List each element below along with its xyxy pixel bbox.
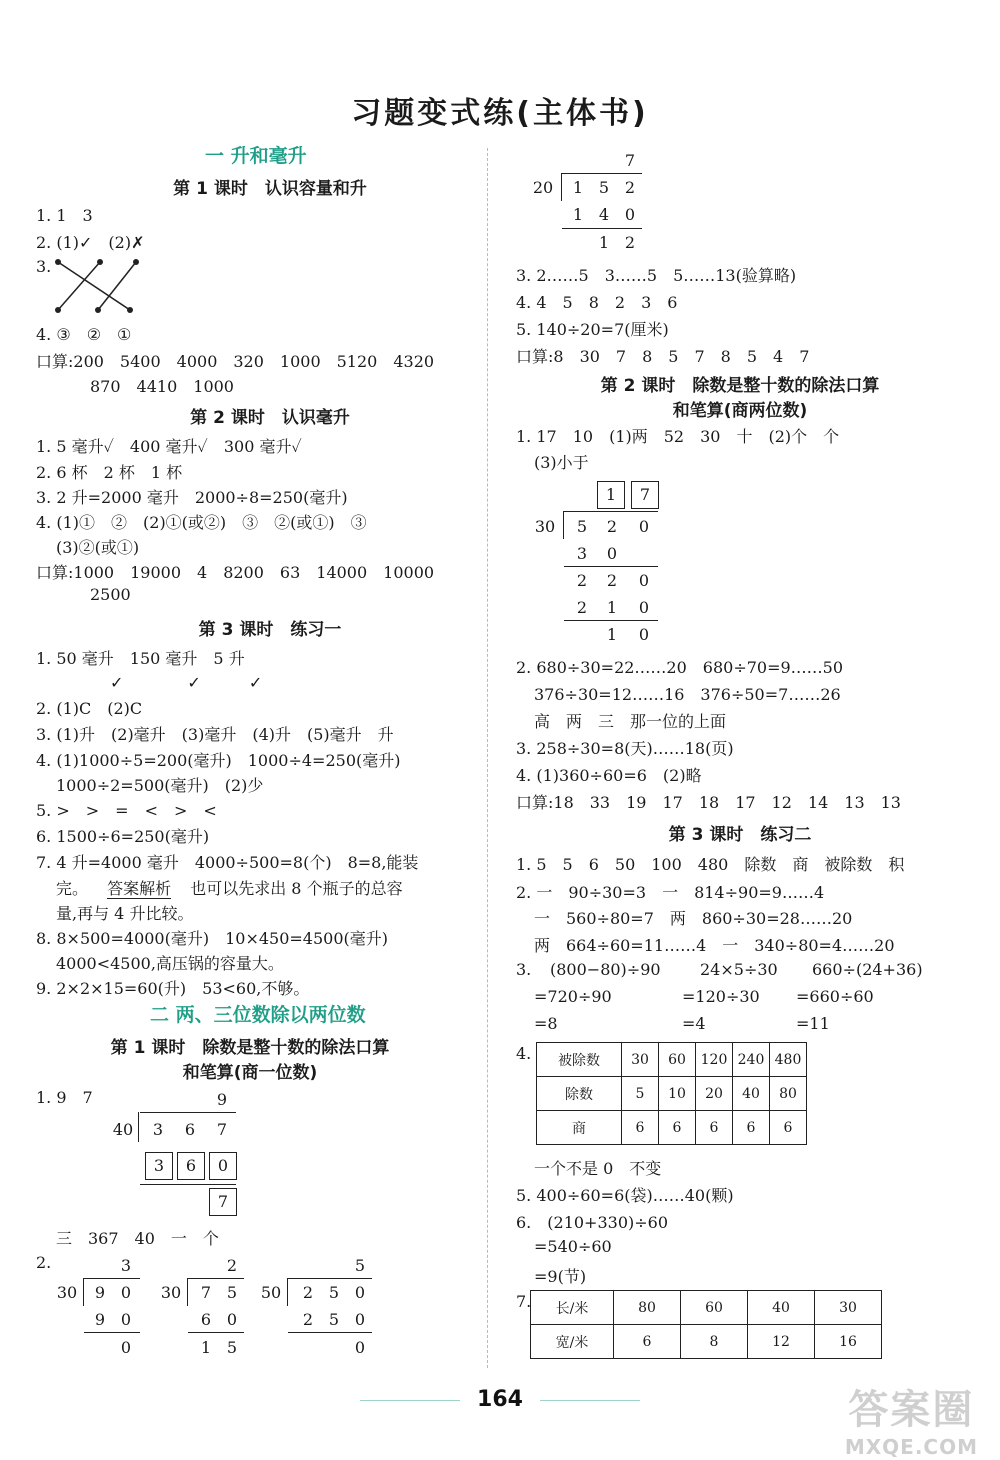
remainder-digit: 5	[226, 1338, 238, 1357]
dividend-digit: 5	[226, 1283, 238, 1302]
product-digit: 0	[638, 598, 650, 617]
watermark-url: MXQE.COM	[844, 1435, 978, 1459]
table-cell: 12	[748, 1325, 815, 1359]
answer-table-7	[530, 1290, 882, 1359]
product-digit: 3	[576, 544, 588, 563]
mental-math-line: 口算:200 5400 4000 320 1000 5120 4320	[36, 352, 435, 371]
answer-line: 1. 1 3	[36, 206, 93, 225]
divisor: 30	[160, 1283, 182, 1302]
product-digit: 0	[120, 1310, 132, 1329]
table-cell: 16	[815, 1325, 882, 1359]
table-cell: 20	[696, 1077, 733, 1111]
table-cell: 10	[659, 1077, 696, 1111]
subtraction-line	[84, 1332, 140, 1333]
dividend-digit: 6	[184, 1120, 196, 1139]
table-cell: 6	[770, 1111, 807, 1145]
dividend-digit: 0	[638, 517, 650, 536]
table-cell: 被除数	[537, 1043, 622, 1077]
answer-line: 2. 6 杯 2 杯 1 杯	[36, 463, 183, 482]
page-number: 164	[477, 1387, 523, 1412]
table-row	[531, 1291, 882, 1325]
equation-step: =8	[534, 1014, 558, 1033]
product-digit: 5	[328, 1310, 340, 1329]
remainder-digit: 2	[624, 233, 636, 252]
answer-line	[56, 876, 403, 899]
quotient-digit: 5	[354, 1256, 366, 1275]
table-cell: 宽/米	[531, 1325, 614, 1359]
remainder-digit: 0	[120, 1338, 132, 1357]
division-bar	[564, 511, 658, 512]
answer-line: 1. 17 10 (1)两 52 30 十 (2)个 个	[516, 427, 840, 446]
answer-line: 1. 5 5 6 50 100 480 除数 商 被除数 积	[516, 855, 905, 874]
answer-line: 7. 4 升=4000 毫升 4000÷500=8(个) 8=8,能装	[36, 853, 419, 872]
product-digit: 2	[576, 598, 588, 617]
product-digit: 9	[94, 1310, 106, 1329]
dividend-digit: 9	[94, 1283, 106, 1302]
subtraction-line	[288, 1332, 372, 1333]
subtraction-line	[188, 1332, 244, 1333]
match-dot	[127, 307, 133, 313]
division-bracket	[561, 173, 562, 201]
table-row	[537, 1111, 807, 1145]
subtraction-line	[564, 620, 658, 621]
answer-line: 一个不是 0 不变	[534, 1159, 662, 1178]
remainder-digit: 0	[354, 1338, 366, 1357]
answer-line: 6. (210+330)÷60	[516, 1213, 669, 1232]
table-cell: 长/米	[531, 1291, 614, 1325]
answer-line: 量,再与 4 升比较。	[56, 904, 194, 923]
table-cell: 40	[748, 1291, 815, 1325]
mental-math-line: 口算:1000 19000 4 8200 63 14000 10000	[36, 563, 435, 582]
equation-step: 24×5÷30	[700, 960, 778, 979]
answer-line: 8. 8×500=4000(毫升) 10×450=4500(毫升)	[36, 929, 389, 948]
product-digit: 1	[572, 205, 584, 224]
division-bracket	[563, 511, 564, 539]
answer-line: 三 367 40 一 个	[56, 1229, 219, 1248]
subtraction-line	[564, 566, 658, 567]
matching-lines-diagram	[52, 256, 142, 316]
answer-line: 376÷30=12……16 376÷50=7……26	[534, 685, 841, 704]
page-title: 习题变式练(主体书)	[351, 96, 649, 131]
section-heading-2: 二 两、三位数除以两位数	[150, 1004, 366, 1026]
division-bar	[562, 173, 642, 174]
difference-digit: 2	[606, 571, 618, 590]
product-digit: 0	[226, 1310, 238, 1329]
match-dot	[55, 307, 61, 313]
table-cell: 6	[659, 1111, 696, 1145]
answer-checks: ✓ ✓ ✓	[110, 673, 263, 692]
table-cell: 6	[622, 1111, 659, 1145]
subtraction-line	[140, 1184, 236, 1185]
answer-line: (3)②(或①)	[56, 538, 140, 557]
table-cell: 30	[815, 1291, 882, 1325]
lesson-heading: 第 1 课时 认识容量和升	[173, 179, 367, 199]
divisor: 30	[534, 517, 556, 536]
answer-label: 7.	[516, 1292, 532, 1311]
match-dot	[55, 259, 61, 265]
quotient-box: 1	[597, 481, 625, 509]
dividend-digit: 1	[572, 178, 584, 197]
product-digit: 0	[624, 205, 636, 224]
division-bar	[188, 1278, 244, 1279]
quotient-digit: 3	[120, 1256, 132, 1275]
product-box: 0	[209, 1152, 237, 1180]
division-bracket	[187, 1278, 188, 1306]
table-cell: 6	[614, 1325, 681, 1359]
answer-line: =540÷60	[534, 1237, 612, 1256]
column-divider	[487, 148, 488, 1368]
answer-line: 3. 2……5 3……5 5……13(验算略)	[516, 266, 797, 285]
match-line	[98, 262, 136, 310]
answer-table-4	[536, 1042, 807, 1145]
division-bracket	[287, 1278, 288, 1306]
watermark-text: 答案圈	[848, 1387, 975, 1433]
answer-line: 4. ③ ② ①	[36, 325, 132, 344]
answer-line: 1. 5 毫升✓ 400 毫升✓ 300 毫升✓	[36, 437, 302, 456]
answer-line: 4. 4 5 8 2 3 6	[516, 293, 678, 312]
answer-line: 5. 140÷20=7(厘米)	[516, 320, 669, 339]
answer-line: 1. 50 毫升 150 毫升 5 升	[36, 649, 245, 668]
answer-line: 2.	[36, 1253, 52, 1272]
table-cell: 120	[696, 1043, 733, 1077]
answer-line: 2. (1)C (2)C	[36, 699, 143, 718]
table-cell: 除数	[537, 1077, 622, 1111]
answer-line: =9(节)	[534, 1267, 587, 1286]
dividend-digit: 5	[598, 178, 610, 197]
table-cell: 60	[659, 1043, 696, 1077]
answer-line: 4. (1)① ② (2)①(或②) ③ ②(或①) ③	[36, 513, 367, 532]
dividend-digit: 0	[354, 1283, 366, 1302]
lesson-heading: 和笔算(商两位数)	[672, 401, 808, 421]
table-cell: 60	[681, 1291, 748, 1325]
answer-line: 1000÷2=500(毫升) (2)少	[56, 776, 264, 795]
answer-line: 4. (1)360÷60=6 (2)略	[516, 766, 702, 785]
answer-line: 3. 258÷30=8(天)……18(页)	[516, 739, 734, 758]
remainder-digit: 0	[638, 625, 650, 644]
division-bar	[288, 1278, 372, 1279]
table-cell: 30	[622, 1043, 659, 1077]
equation-step: =120÷30	[682, 987, 760, 1006]
answer-line: 2. 一 90÷30=3 一 814÷90=9……4	[516, 883, 825, 902]
divisor: 50	[260, 1283, 282, 1302]
difference-digit: 0	[638, 571, 650, 590]
remainder-digit: 1	[200, 1338, 212, 1357]
remainder-box: 7	[209, 1188, 237, 1216]
lesson-heading: 第 1 课时 除数是整十数的除法口算	[110, 1038, 390, 1058]
dividend-digit: 7	[216, 1120, 228, 1139]
table-cell: 80	[614, 1291, 681, 1325]
mental-math-line: 870 4410 1000	[90, 377, 234, 396]
match-dot	[97, 259, 103, 265]
footer-rule	[540, 1400, 640, 1401]
answer-text: 完。	[56, 879, 89, 898]
division-bracket	[83, 1278, 84, 1306]
quotient-box: 7	[631, 481, 659, 509]
answer-line: 3. (1)升 (2)毫升 (3)毫升 (4)升 (5)毫升 升	[36, 725, 394, 744]
answer-line: 两 664÷60=11……4 一 340÷80=4……20	[534, 936, 895, 955]
equation-step: (800−80)÷90	[550, 960, 661, 979]
dividend-digit: 3	[152, 1120, 164, 1139]
equation-step: =4	[682, 1014, 706, 1033]
product-box: 3	[145, 1152, 173, 1180]
remainder-digit: 1	[606, 625, 618, 644]
match-dot	[133, 259, 139, 265]
table-cell: 6	[696, 1111, 733, 1145]
table-cell: 240	[733, 1043, 770, 1077]
answer-line: 5. > > = < > <	[36, 801, 217, 820]
dividend-digit: 0	[120, 1283, 132, 1302]
lesson-heading: 第 2 课时 除数是整十数的除法口算	[600, 376, 880, 396]
quotient-digit: 9	[216, 1090, 228, 1109]
lesson-heading: 第 2 课时 认识毫升	[190, 408, 350, 428]
table-cell: 商	[537, 1111, 622, 1145]
division-bar	[84, 1278, 140, 1279]
lesson-heading: 第 3 课时 练习二	[668, 825, 812, 845]
table-cell: 6	[733, 1111, 770, 1145]
answer-line: 一 560÷80=7 两 860÷30=28……20	[534, 909, 853, 928]
answer-line: 5. 400÷60=6(袋)……40(颗)	[516, 1186, 734, 1205]
table-cell: 5	[622, 1077, 659, 1111]
divisor: 20	[532, 178, 554, 197]
section-heading-1: 一 升和毫升	[205, 145, 307, 167]
product-digit: 0	[606, 544, 618, 563]
table-row	[531, 1325, 882, 1359]
division-bar	[140, 1112, 236, 1113]
lesson-heading: 和笔算(商一位数)	[182, 1063, 318, 1083]
dividend-digit: 2	[302, 1283, 314, 1302]
footer-rule	[360, 1400, 460, 1401]
divisor: 30	[56, 1283, 78, 1302]
dividend-digit: 5	[576, 517, 588, 536]
table-cell: 8	[681, 1325, 748, 1359]
product-digit: 2	[302, 1310, 314, 1329]
table-row	[537, 1077, 807, 1111]
answer-line: 高 两 三 那一位的上面	[534, 712, 727, 731]
divisor: 40	[112, 1120, 134, 1139]
watermark-logo	[845, 1378, 978, 1459]
table-row	[537, 1043, 807, 1077]
dividend-digit: 7	[200, 1283, 212, 1302]
answer-line: (3)小于	[534, 453, 589, 472]
answer-analysis-tag: 答案解析	[107, 879, 172, 898]
division-bracket	[138, 1112, 139, 1142]
product-box: 6	[177, 1152, 205, 1180]
mental-math-line: 口算:8 30 7 8 5 7 8 5 4 7	[516, 347, 810, 366]
equation-step: =11	[796, 1014, 830, 1033]
mental-math-line: 2500	[90, 585, 131, 604]
answer-line: 6. 1500÷6=250(毫升)	[36, 827, 210, 846]
answer-line: 3. 2 升=2000 毫升 2000÷8=250(毫升)	[36, 488, 348, 507]
product-digit: 0	[354, 1310, 366, 1329]
answer-line: 2. 680÷30=22……20 680÷70=9……50	[516, 658, 844, 677]
answer-text: 也可以先求出 8 个瓶子的总容	[190, 879, 403, 898]
table-cell: 480	[770, 1043, 807, 1077]
lesson-heading: 第 3 课时 练习一	[198, 620, 342, 640]
mental-math-line: 口算:18 33 19 17 18 17 12 14 13 13	[516, 793, 901, 812]
answer-line: 1. 9 7	[36, 1088, 93, 1107]
match-dot	[95, 307, 101, 313]
equation-step: 660÷(24+36)	[812, 960, 923, 979]
subtraction-line	[562, 228, 642, 229]
difference-digit: 2	[576, 571, 588, 590]
dividend-digit: 5	[328, 1283, 340, 1302]
remainder-digit: 1	[598, 233, 610, 252]
answer-line: 2. (1)✓ (2)✗	[36, 233, 145, 252]
dividend-digit: 2	[624, 178, 636, 197]
table-cell: 80	[770, 1077, 807, 1111]
answer-label: 3.	[516, 960, 532, 979]
quotient-digit: 7	[624, 151, 636, 170]
quotient-digit: 2	[226, 1256, 238, 1275]
product-digit: 4	[598, 205, 610, 224]
answer-label: 4.	[516, 1044, 532, 1063]
dividend-digit: 2	[606, 517, 618, 536]
equation-step: =660÷60	[796, 987, 874, 1006]
answer-line: 4000<4500,高压锅的容量大。	[56, 954, 284, 973]
answer-line: 3.	[36, 257, 52, 276]
answer-line: 9. 2×2×15=60(升) 53<60,不够。	[36, 979, 310, 998]
product-digit: 1	[606, 598, 618, 617]
answer-line: 4. (1)1000÷5=200(毫升) 1000÷4=250(毫升)	[36, 751, 401, 770]
product-digit: 6	[200, 1310, 212, 1329]
table-cell: 40	[733, 1077, 770, 1111]
equation-step: =720÷90	[534, 987, 612, 1006]
